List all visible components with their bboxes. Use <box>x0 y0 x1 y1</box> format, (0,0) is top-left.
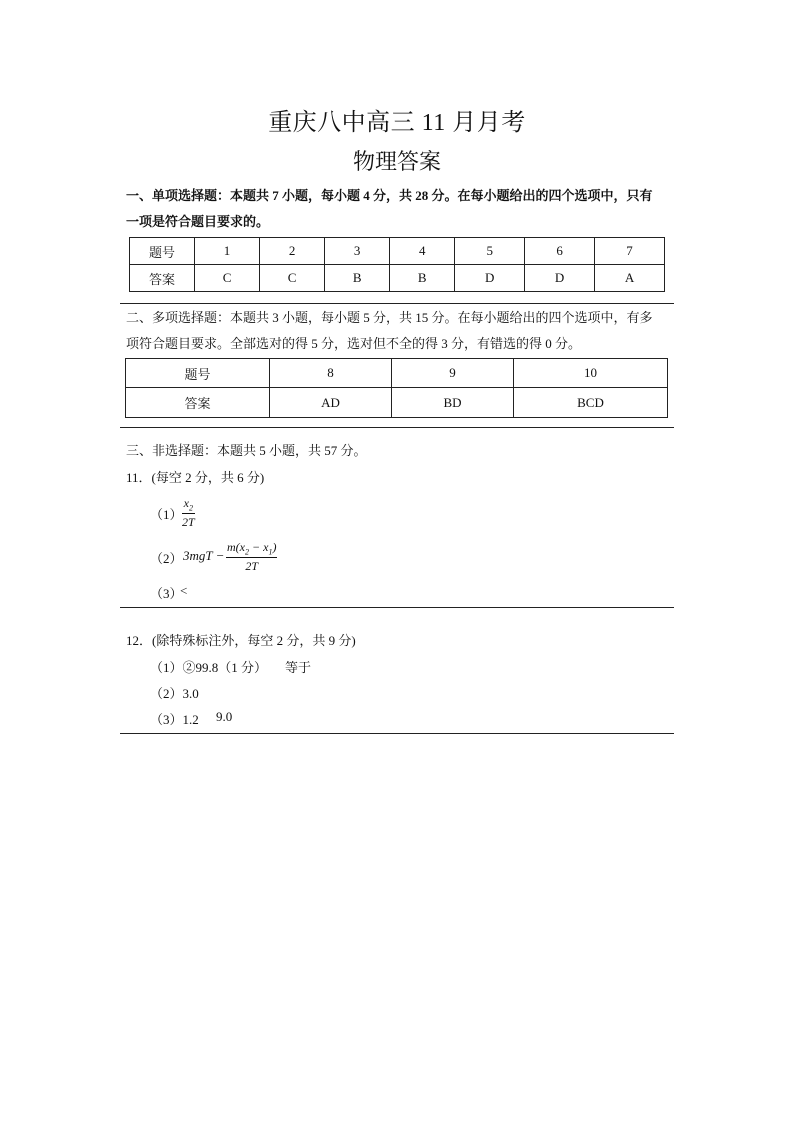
fraction-denominator: 2T <box>245 559 259 574</box>
table-row <box>130 238 665 265</box>
answer-cell: AD <box>270 388 392 418</box>
q11-part3-answer: < <box>180 583 188 598</box>
q11-part2-fraction <box>226 540 277 574</box>
single-choice-answer-table <box>129 237 665 292</box>
fraction-numerator-end: ) <box>272 540 277 554</box>
fraction-numerator: m(x <box>227 540 245 554</box>
page-title: 重庆八中高三 11 月月考 <box>268 110 526 136</box>
row-label-question: 题号 <box>130 238 195 265</box>
section3-heading: 三、非选择题：本题共 5 小题，共 57 分。 <box>126 443 367 458</box>
multiple-choice-answer-table <box>125 358 668 418</box>
answer-cell: D <box>455 265 525 292</box>
answer-cell: BD <box>392 388 514 418</box>
subscript: 1 <box>268 547 273 557</box>
question-number: 4 <box>390 238 455 265</box>
q12-part2: （2）3.0 <box>150 686 199 701</box>
table-row <box>130 265 665 292</box>
q12-part1-extra: 等于 <box>285 660 312 675</box>
answer-cell: B <box>325 265 390 292</box>
section1-heading-line1: 一、单项选择题：本题共 7 小题，每小题 4 分，共 28 分。在每小题给出的四个选项中，只有 <box>126 188 653 203</box>
question-number: 1 <box>195 238 260 265</box>
answer-cell: C <box>260 265 325 292</box>
divider <box>120 303 674 304</box>
table-row <box>126 359 668 388</box>
row-label-answer: 答案 <box>126 388 270 418</box>
q11-part3-label: （3） <box>150 586 183 601</box>
answer-cell: C <box>195 265 260 292</box>
page-subtitle: 物理答案 <box>352 149 441 174</box>
question-number: 6 <box>525 238 595 265</box>
section2-heading <box>126 305 674 357</box>
question-number: 3 <box>325 238 390 265</box>
q12-part3: （3）1.2 <box>150 712 199 727</box>
fraction-numerator-mid: − x <box>249 540 269 554</box>
q12-part1: （1）②99.8（1 分） <box>150 660 268 675</box>
q11-part2-term: 3mgT − <box>183 548 225 563</box>
q11-part2-label: （2） <box>150 551 183 566</box>
fraction-numerator: x <box>183 496 189 510</box>
question-number: 9 <box>392 359 514 388</box>
q12-part3-extra: 9.0 <box>216 709 233 724</box>
table-row <box>126 388 668 418</box>
fraction-denominator: 2T <box>182 515 195 530</box>
section2-heading-line2: 项符合题目要求。全部选对的得 5 分，选对但不全的得 3 分，有错选的得 0 分。 <box>126 336 582 351</box>
section1-heading <box>126 183 674 235</box>
subscript: 2 <box>189 503 193 513</box>
section1-heading-line2: 一项是符合题目要求的。 <box>126 214 270 229</box>
answer-cell: BCD <box>514 388 668 418</box>
q11-part1-label: （1） <box>150 507 183 522</box>
question-number: 7 <box>595 238 665 265</box>
divider <box>120 427 674 428</box>
row-label-question: 题号 <box>126 359 270 388</box>
question-number: 8 <box>270 359 392 388</box>
answer-cell: B <box>390 265 455 292</box>
section2-heading-line1: 二、多项选择题：本题共 3 小题，每小题 5 分，共 15 分。在每小题给出的四个选项中，有多 <box>126 310 653 325</box>
subscript: 2 <box>245 547 249 557</box>
divider <box>120 733 674 734</box>
row-label-answer: 答案 <box>130 265 195 292</box>
answer-cell: D <box>525 265 595 292</box>
q12-header: 12．(除特殊标注外，每空 2 分，共 9 分) <box>126 633 356 648</box>
question-number: 2 <box>260 238 325 265</box>
answer-cell: A <box>595 265 665 292</box>
question-number: 10 <box>514 359 668 388</box>
question-number: 5 <box>455 238 525 265</box>
divider <box>120 607 674 608</box>
q11-part1-fraction <box>182 496 195 530</box>
q11-header: 11．(每空 2 分，共 6 分) <box>126 470 265 485</box>
